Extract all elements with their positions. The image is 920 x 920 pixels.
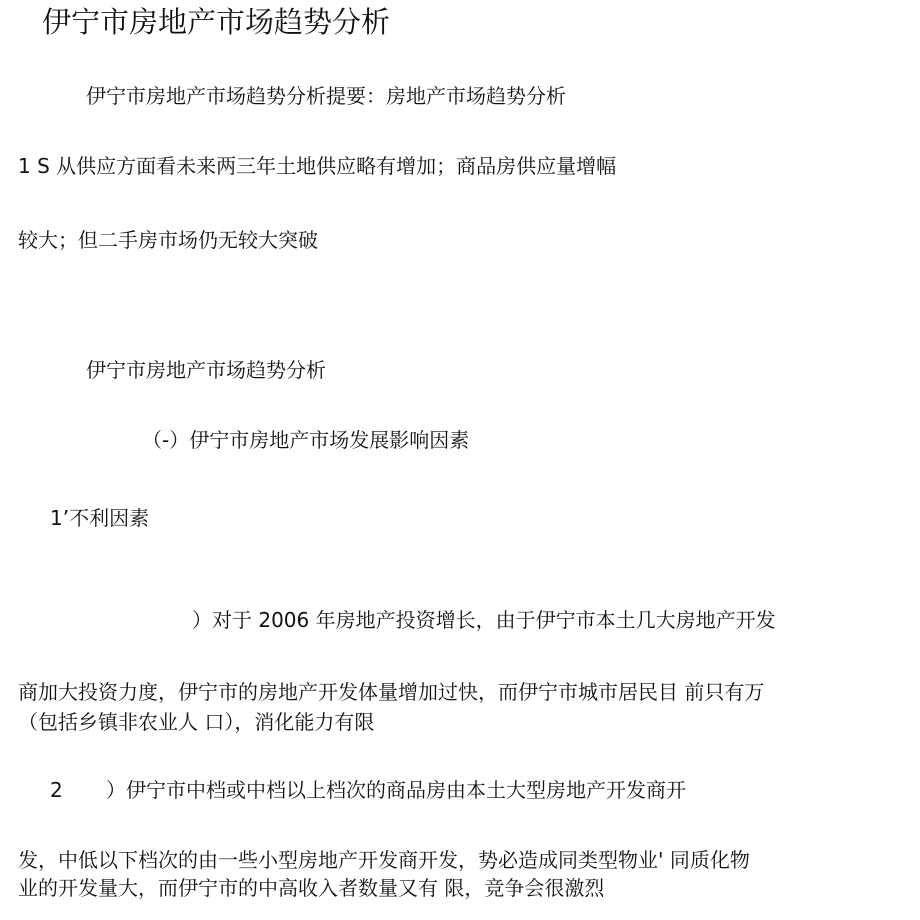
item-2-line-2: 发，中低以下档次的由一些小型房地产开发商开发，势必造成同类型物业' 同质化物 — [18, 848, 750, 872]
summary-line: 伊宁市房地产市场趋势分析提要：房地产市场趋势分析 — [86, 84, 566, 108]
item-2-line-3: 业的开发量大，而伊宁市的中高收入者数量又有 限，竞争会很激烈 — [18, 876, 605, 900]
unfavorable-factors-heading: 1’不利因素 — [50, 506, 150, 530]
item-1-line-2: 商加大投资力度，伊宁市的房地产开发体量增加过快，而伊宁市城市居民目 前只有万 — [18, 680, 765, 704]
item-2-number: 2 — [50, 778, 63, 802]
item-2-line-1: ）伊宁市中档或中档以上档次的商品房由本土大型房地产开发商开 — [106, 778, 686, 802]
point-1-line-1: 1 S 从供应方面看未来两三年土地供应略有增加；商品房供应量增幅 — [18, 154, 617, 178]
item-1-line-3: （包括乡镇非农业人 口），消化能力有限 — [18, 710, 375, 734]
point-1-line-2: 较大；但二手房市场仍无较大突破 — [18, 228, 318, 252]
subsection-heading: （-）伊宁市房地产市场发展影响因素 — [142, 428, 470, 452]
page-title: 伊宁市房地产市场趋势分析 — [42, 5, 391, 39]
section-heading: 伊宁市房地产市场趋势分析 — [86, 358, 326, 382]
item-1-line-1: ）对于 2006 年房地产投资增长，由于伊宁市本土几大房地产开发 — [192, 608, 776, 632]
